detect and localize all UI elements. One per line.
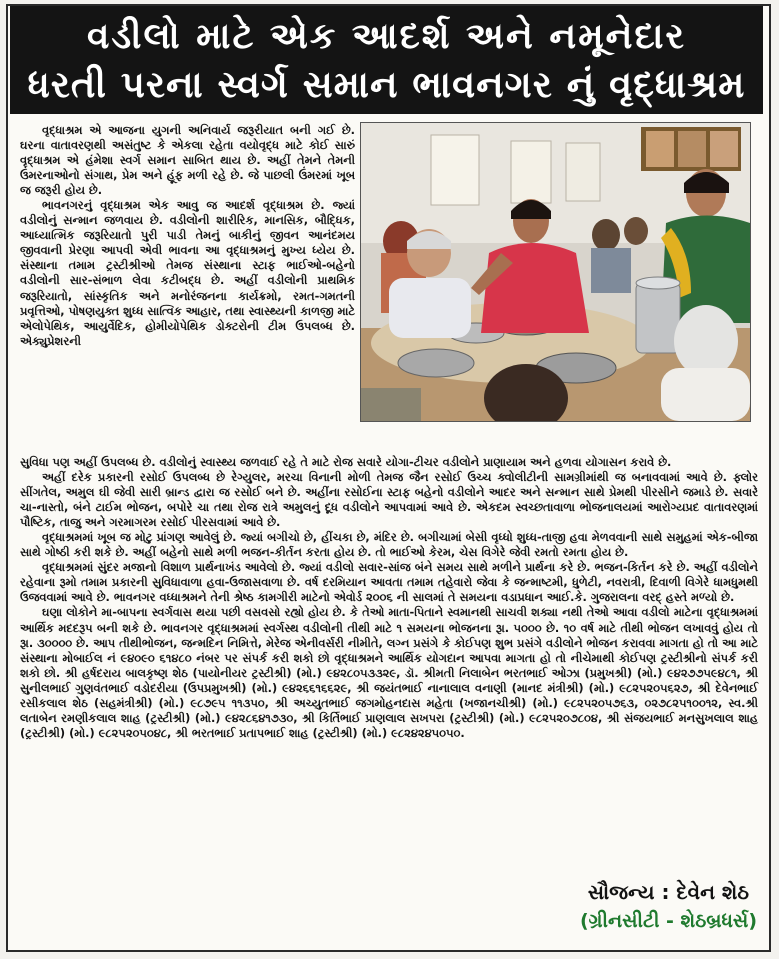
paragraph-food: અહીં દરેક પ્રકારની રસોઈ ઉપલબ્ધ છે રેગ્યુલર, મરચા વિનાની મોળી તેમજ જૈન રસોઈ ઉચ્ચ ક્વોલીટીની સામગ્રીમાંથી જ બનાવવામાં આવે છે. ફ્લોર સીંગતેલ, અમુલ ઘી જેવી સારી બ્રાન્ડ દ્વારા જ રસોઈ બને છે. અહીંના રસોઈના સ્ટાફ બહેનો વડીલોને આદર અને સન્માન સાથે પ્રેમથી પીરસીને જમાડે છે. સવારે ચા-નાસ્તો, બંને ટાઈમ ભોજન, બપોરે ચા તથા રોજ રાત્રે અમુલનું દૂધ વડીલોને આપવામાં આવે છે. એકદમ સ્વચ્છતાવાળા ભોજનાલયમાં આરોગ્યપ્રદ વાતાવરણમાં પૌષ્ટિક, તાજુ અને ગરમાગરમ રસોઈ પીરસવામાં આવે છે. bbox=[20, 470, 758, 530]
photo-illustration bbox=[361, 123, 750, 421]
headline-banner bbox=[10, 6, 763, 114]
courtesy-credit: સૌજન્ય : દેવેન શેઠ bbox=[587, 880, 749, 904]
courtesy-affiliation: (ગ્રીનસીટી - શેઠબ્રધર્સ) bbox=[579, 910, 757, 932]
paragraph-intro: વૃદ્ધાશ્રમ એ આજના યુગની અનિવાર્ય જરૂરીયાત બની ગઈ છે. ઘરના વાતાવરણથી અસંતુષ્ટ કે એકલા રહેતા વયોવૃદ્ધ માટે કોઈ સારું વૃદ્ધાશ્રમ એ હંમેશા સ્વર્ગ સમાન સાબિત થાય છે. અહીં તેમને તેમની ઉંમરનાઓનો સંગાથ, પ્રેમ અને હૂંફ મળી રહે છે. જે પાછલી ઉંમરમાં ખૂબ જ જરૂરી હોય છે. bbox=[20, 123, 355, 198]
article-left-column bbox=[20, 123, 355, 349]
paragraph-ashram: ભાવનગરનું વૃદ્ધાશ્રમ એક આવુ જ આદર્શ વૃદ્ધાશ્રમ છે. જ્યાં વડીલોનું સન્માન જળવાય છે. વડીલોની શારીરિક, માનસિક, બૌદ્ધિક, આધ્યાત્મિક જરૂરિયાતો પુરી પાડી તેમનું બાકીનું જીવન આનંદમય જીવવાની પ્રેરણા આપવી એવી ભાવના આ વૃદ્ધાશ્રમનું મુખ્ય ધ્યેય છે. સંસ્થાના તમામ ટ્રસ્ટીશ્રીઓ તેમજ સંસ્થાના સ્ટાફ ભાઈઓ-બહેનો વડીલોની સાર-સંભાળ લેવા કટીબદ્ધ છે. અહીં વડીલોની પ્રાથમિક જરૂરિયાતો, સાંસ્કૃતિક અને મનોરંજનના કાર્યક્રમો, રમત-ગમતની પ્રવૃત્તિઓ, પોષણયુક્ત શુધ્ધ સાત્વિક આહાર, તથા સ્વાસ્થ્યની કાળજી માટે એલોપેથિક, આયુર્વેદિક, હોમીયોપેથિક ડોક્ટરોની ટીમ ઉપલબ્ધ છે. એક્યુપ્રેશરની bbox=[20, 198, 355, 348]
headline-line-1: વડીલો માટે એક આદર્શ અને નમૂનેદાર bbox=[86, 16, 687, 57]
paragraph-campus: વૃદ્ધાશ્રમમાં ખૂબ જ મોટુ પ્રાંગણ આવેલું છે. જ્યાં બગીચો છે, હીંચકા છે, મંદિર છે. બગીચામાં બેસી વૃધ્ધો શુધ્ધ-તાજી હવા મેળવવાની સાથે સમુહમાં એક-બીજા સાથે ગોષ્ઠી કરી શકે છે. અહીં બહેનો સાથે મળી ભજન-કીર્તન કરતા હોય છે. તો ભાઈઓ કેરમ, ચેસ વિગેરે જેવી રમતો રમતા હોય છે. bbox=[20, 530, 758, 560]
headline-line-2: ધરતી પરના સ્વર્ગ સમાન ભાવનગર નું વૃદ્ધાશ્રમ bbox=[27, 63, 746, 106]
article-full-width bbox=[20, 455, 758, 741]
paragraph-ashram-continued: સુવિધા પણ અહીં ઉપલબ્ધ છે. વડીલોનું સ્વાસ્થ્ય જળવાઈ રહે તે માટે રોજ સવારે યોગા-ટીચર વડીલોને પ્રાણાયામ અને હળવા યોગાસન કરાવે છે. bbox=[20, 455, 672, 469]
paragraph-donation-contacts: ઘણા લોકોને મા-બાપના સ્વર્ગવાસ થયા પછી વસવસો રહ્યો હોય છે. કે તેઓ માતા-પિતાને સ્વમાનથી સાચવી શક્યા નથી તેઓ આવા વડીલો માટેના વૃદ્ધાશ્રમમાં આર્થિક મદદરૂપ બની શકે છે. ભાવનગર વૃદ્ધાશ્રમમાં સ્વર્ગસ્થ વડીલોની તીથી માટે ૧ સમયના ભોજનના રૂા. ૫૦૦૦ છે. ૧૦ વર્ષ માટે તીથી ભોજન લખાવવું હોય તો રૂા. ૩૦૦૦૦ છે. આપ તીથીભોજન, જન્મદિન નિમિત્તે, મેરેજ એનીવર્સરી નીમીતે, લગ્ન પ્રસંગે કે કોઈપણ શુભ પ્રસંગે વડીલોને ભોજન કરાવવા માગતા હો તો આ માટે સંસ્થાના મોબાઈલ નં ૯૪૦૯૦ ૬૧૪૮૦ નંબર પર સંપર્ક કરી શકો છો વૃદ્ધાશ્રમને આર્થિક યોગદાન આપવા માગતા હો તો નીચેમાથી કોઈપણ ટ્રસ્ટીશ્રીનો સંપર્ક કરી શકો છો. શ્રી હર્ષદરાય બાલકૃષ્ણ શેઠ (પાયોનીયર ટ્રસ્ટીશ્રી) (મો.) ૯૪૨૮૦૫૩૩૨૯, ડૉ. શ્રીમતી નિલાબેન ભરતભાઈ ઓઝા (પ્રમુખશ્રી) (મો.) ૯૪૨૭૭૫૯૪૮૧, શ્રી સુનીલભાઈ ગુણવંતભાઈ વડોદરીયા (ઉપપ્રમુખશ્રી) (મો.) ૯૪૨૬૬૧૬૬૨૯, શ્રી જયંતભાઈ નાનાલાલ વનાણી (માનદ મંત્રીશ્રી) (મો.) ૯૮૨૫૨૦૫૬૨૭, શ્રી દેવેનભાઈ રસીકલાલ શેઠ (સહમંત્રીશ્રી) (મો.) ૯૮૭૯૫ ૧૧૩૫૦, શ્રી અચ્યુતભાઈ જગમોહનદાસ મહેતા (ખજાનચીશ્રી) (મો.) ૯૮૨૫૨૦૫૭૬૩, ૦૨૭૮૨૫૧૦૦૧૨, સ્વ.શ્રી લતાબેન રમણીકલાલ શાહ (ટ્રસ્ટીશ્રી) (મો.) ૯૪૨૮૬૪૧૭૩૦, શ્રી કિર્તિભાઈ પ્રાણલાલ સખપરા (ટ્રસ્ટીશ્રી) (મો.) ૯૮૨૫૨૦૭૮૦૪, શ્રી સંજયભાઈ મનસુખલાલ શાહ (ટ્રસ્ટીશ્રી) (મો.) ૯૮૨૫૨૦૫૦૪૮, શ્રી ભરતભાઈ પ્રતાપભાઈ શાહ (ટ્રસ્ટીશ્રી) (મો.) ૯૮૨૪૨૪૫૦૫૦. bbox=[20, 605, 758, 740]
paragraph-prayer-hall: વૃદ્ધાશ્રમમાં સુંદર મજાનો વિશાળ પ્રાર્થનાખંડ આવેલો છે. જ્યાં વડીલો સવાર-સાંજ બંને સમય સાથે મળીને પ્રાર્થના કરે છે. ભજન-કિર્તન કરે છે. અહીં વડીલોને રહેવાના રૂમો તમામ પ્રકારની સુવિધાવાળા હવા-ઉજાસવાળા છે. વર્ષ દરમિયાન આવતા તમામ તહેવારો જેવા કે જન્માષ્ટમી, ધુળેટી, નવરાત્રી, દિવાળી વિગેરે ધામધુમથી ઉજવવામાં આવે છે. ભાવનગર વધ્ધાશ્રમને તેની શ્રેષ્ઠ કામગીરી માટેનો એવોર્ડ ૨૦૦૬ ની સાલમાં તે સમયના વડાપ્રધાન આઈ.કે. ગુજરાલના વરદ્ હસ્તે મળ્યો છે. bbox=[20, 560, 758, 605]
dining-hall-photo bbox=[360, 122, 751, 422]
